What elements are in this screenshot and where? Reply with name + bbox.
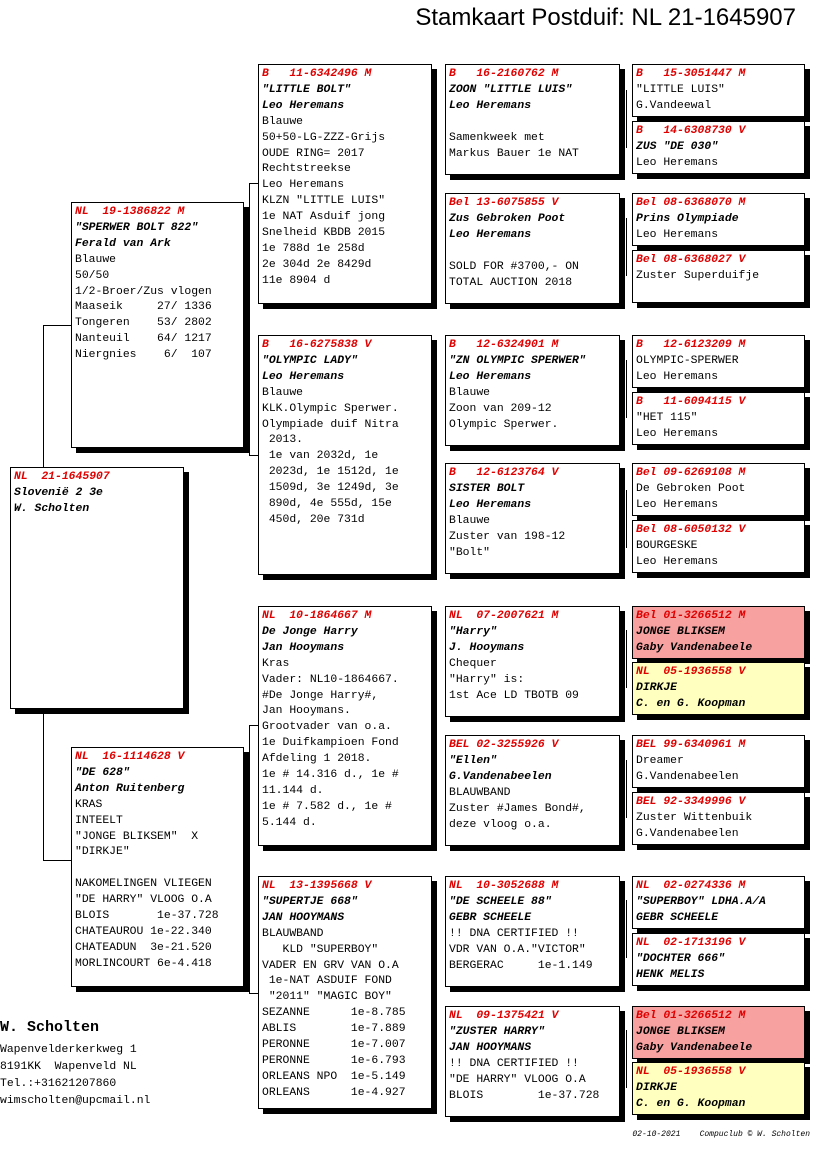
card-line: 1e # 14.316 d., 1e # [262, 769, 399, 782]
connector [626, 1030, 627, 1088]
connector [626, 90, 627, 148]
pedigree-card-g4 [632, 250, 805, 303]
card-line: Gaby Vandenabeele [636, 1041, 753, 1054]
card-line: 890d, 4e 555d, 15e [262, 498, 392, 511]
card-line: Anton Ruitenberg [75, 782, 185, 795]
card-line: OLYMPIC-SPERWER [636, 354, 739, 367]
ring-number: B 15-3051447 M [636, 68, 746, 80]
card-line: KRAS [75, 798, 103, 811]
connector [43, 710, 44, 860]
card-line: Tongeren 53/ 2802 [75, 317, 212, 330]
card-line: Olympiade duif Nitra [262, 418, 399, 431]
card-line: Leo Heremans [449, 99, 532, 112]
card-line: G.Vandenabeelen [449, 770, 552, 783]
connector [626, 218, 627, 276]
card-line: "SUPERBOY" LDHA.A/A [636, 895, 766, 908]
card-line: "JONGE BLIKSEM" X [75, 830, 199, 843]
card-line: 1st Ace LD TBOTB 09 [449, 689, 579, 702]
card-line [75, 861, 240, 877]
ring-number: Bel 01-3266512 M [636, 610, 746, 622]
card-line [449, 244, 616, 260]
card-line: "Bolt" [449, 546, 491, 559]
card-line: BLOIS 1e-37.728 [75, 910, 219, 923]
card-line: OUDE RING= 2017 [262, 147, 365, 160]
card-line: 1e 788d 1e 258d [262, 242, 365, 255]
pedigree-card-g8 [632, 520, 805, 573]
card-line: Zuster Wittenbuik [636, 811, 753, 824]
card-line: Slovenië 2 3e [14, 486, 103, 499]
card-line: "LITTLE BOLT" [262, 83, 351, 96]
pedigree-card-g11 [632, 735, 805, 788]
card-line: W. Scholten [14, 502, 90, 515]
owner-block [0, 1018, 150, 1110]
pedigree-card-g10 [632, 662, 805, 715]
card-line: 11.144 d. [262, 784, 324, 797]
card-line: SISTER BOLT [449, 482, 525, 495]
card-line: DIRKJE [636, 681, 678, 694]
card-line: Leo Heremans [636, 228, 719, 241]
ring-number: NL 09-1375421 V [449, 1010, 559, 1022]
card-line: VADER EN GRV VAN O.A [262, 959, 399, 972]
card-line: "DE HARRY" VLOOG O.A [449, 1073, 586, 1086]
ring-number: B 11-6094115 V [636, 396, 746, 408]
owner-phone: Tel.:+31621207860 [0, 1078, 117, 1090]
card-line: 1e NAT Asduif jong [262, 211, 386, 224]
connector [249, 455, 258, 456]
card-line: 2023d, 1e 1512d, 1e [262, 466, 399, 479]
connector [249, 183, 258, 184]
pedigree-card-ddd [445, 1006, 620, 1117]
card-line: Leo Heremans [449, 370, 532, 383]
connector [436, 933, 437, 1058]
ring-number: BEL 99-6340961 M [636, 739, 746, 751]
card-line: Olympic Sperwer. [449, 418, 559, 431]
card-line: 2013. [262, 434, 304, 447]
card-line: "Harry" is: [449, 673, 525, 686]
card-line: BERGERAC 1e-1.149 [449, 959, 593, 972]
card-line: BOURGESKE [636, 539, 698, 552]
card-line: "ZN OLYMPIC SPERWER" [449, 354, 586, 367]
ring-number: NL 05-1936558 V [636, 1066, 746, 1078]
pedigree-card-dss [445, 606, 620, 717]
connector [249, 725, 258, 726]
card-line: Markus Bauer 1e NAT [449, 147, 579, 160]
card-line: Rechtstreekse [262, 163, 351, 176]
connector [626, 360, 627, 418]
card-line: "DE SCHEELE 88" [449, 895, 552, 908]
owner-address-line-2: 8191KK Wapenveld NL [0, 1061, 137, 1073]
pedigree-card-sds [445, 335, 620, 446]
card-line: 450d, 20e 731d [262, 513, 365, 526]
ring-number: NL 07-2007621 M [449, 610, 559, 622]
ring-number: B 12-6123764 V [449, 467, 559, 479]
card-line: Jan Hooymans [262, 641, 345, 654]
connector [626, 630, 627, 688]
ring-number: Bel 08-6368070 M [636, 197, 746, 209]
connector [436, 393, 437, 518]
ring-number: B 12-6324901 M [449, 339, 559, 351]
card-line: Blauwe [262, 115, 304, 128]
pedigree-card-g13 [632, 876, 805, 929]
card-line: BLAUWBAND [449, 786, 511, 799]
card-line: Leo Heremans [636, 156, 719, 169]
card-line: "DIRKJE" [75, 846, 130, 859]
pedigree-card-sss [445, 64, 620, 175]
card-line: PERONNE 1e-7.007 [262, 1039, 406, 1052]
card-line: 1e # 7.582 d., 1e # [262, 800, 392, 813]
ring-number: NL 21-1645907 [14, 471, 110, 483]
ring-number: NL 10-3052688 M [449, 880, 559, 892]
card-line: J. Hooymans [449, 641, 525, 654]
card-line: 2e 304d 2e 8429d [262, 258, 372, 271]
pedigree-card-dd [258, 876, 432, 1109]
pedigree-card-ds [258, 606, 432, 846]
card-line: "ZUSTER HARRY" [449, 1025, 545, 1038]
pedigree-card-g15 [632, 1006, 805, 1059]
card-line: "SUPERTJE 668" [262, 895, 358, 908]
ring-number: NL 16-1114628 V [75, 751, 185, 763]
pedigree-card-g3 [632, 193, 805, 246]
card-line: "DE HARRY" VLOOG O.A [75, 894, 212, 907]
connector [249, 725, 250, 993]
pedigree-card-dds [445, 876, 620, 987]
card-line: Afdeling 1 2018. [262, 753, 372, 766]
card-line: "DE 628" [75, 766, 130, 779]
card-line: 1e Duifkampioen Fond [262, 737, 399, 750]
connector [626, 760, 627, 818]
connector [249, 183, 250, 455]
card-line: De Jonge Harry [262, 625, 358, 638]
card-line: ORLEANS NPO 1e-5.149 [262, 1070, 406, 1083]
card-line: ABLIS 1e-7.889 [262, 1023, 406, 1036]
connector [43, 325, 71, 326]
connector [43, 325, 44, 467]
ring-number: Bel 08-6050132 V [636, 524, 746, 536]
card-line: JAN HOOYMANS [449, 1041, 532, 1054]
card-line: 1/2-Broer/Zus vlogen [75, 285, 212, 298]
pedigree-card-dam [71, 747, 244, 987]
pedigree-card-g6 [632, 392, 805, 445]
card-line: MORLINCOURT 6e-4.418 [75, 957, 212, 970]
card-line: G.Vandenabeelen [636, 827, 739, 840]
card-line: GEBR SCHEELE [449, 911, 532, 924]
card-line: 1e-NAT ASDUIF FOND [262, 975, 392, 988]
card-line: Blauwe [262, 386, 304, 399]
card-line: Zuster Superduifje [636, 269, 760, 282]
pedigree-card-self [10, 467, 184, 709]
card-line: 5.144 d. [262, 816, 317, 829]
pedigree-card-ss [258, 64, 432, 304]
card-line: "OLYMPIC LADY" [262, 354, 358, 367]
card-line: Nanteuil 64/ 1217 [75, 333, 212, 346]
ring-number: Bel 13-6075855 V [449, 197, 559, 209]
pedigree-card-dsd [445, 735, 620, 846]
card-line: "Harry" [449, 625, 497, 638]
card-line: Zus Gebroken Poot [449, 212, 566, 225]
ring-number: BEL 02-3255926 V [449, 739, 559, 751]
card-line: Leo Heremans [636, 427, 719, 440]
card-line: JAN HOOYMANS [262, 911, 345, 924]
card-line: "DOCHTER 666" [636, 952, 725, 965]
owner-email: wimscholten@upcmail.nl [0, 1095, 151, 1107]
card-line: Zuster #James Bond#, [449, 802, 586, 815]
card-line: ZUS "DE 030" [636, 140, 719, 153]
card-line: #De Jonge Harry#, [262, 689, 379, 702]
card-line: BLOIS 1e-37.728 [449, 1089, 600, 1102]
pedigree-card-sdd [445, 463, 620, 574]
card-line: JONGE BLIKSEM [636, 1025, 725, 1038]
card-line: Gaby Vandenabeele [636, 641, 753, 654]
pedigree-card-g1 [632, 64, 805, 117]
card-line: Leo Heremans [262, 99, 345, 112]
ring-number: NL 19-1386822 M [75, 206, 185, 218]
card-line: Zuster van 198-12 [449, 530, 566, 543]
card-line: 1e van 2032d, 1e [262, 450, 379, 463]
card-line: NAKOMELINGEN VLIEGEN [75, 878, 212, 891]
card-line: Prins Olympiade [636, 212, 739, 225]
owner-address-line-1: Wapenvelderkerkweg 1 [0, 1044, 137, 1056]
card-line: Leo Heremans [449, 498, 532, 511]
connector [43, 860, 71, 861]
ring-number: NL 02-1713196 V [636, 937, 746, 949]
connector [626, 490, 627, 548]
pedigree-card-g5 [632, 335, 805, 388]
card-line: JONGE BLIKSEM [636, 625, 725, 638]
pedigree-card-g12 [632, 792, 805, 845]
card-line: Niergnies 6/ 107 [75, 349, 212, 362]
pedigree-card-g9 [632, 606, 805, 659]
card-line [449, 115, 616, 131]
card-line: De Gebroken Poot [636, 482, 746, 495]
pedigree-card-g16 [632, 1062, 805, 1115]
card-line: CHATEAUROU 1e-22.340 [75, 925, 212, 938]
ring-number: Bel 09-6269108 M [636, 467, 746, 479]
owner-name: W. Scholten [0, 1019, 100, 1036]
card-line: INTEELT [75, 814, 123, 827]
card-line: G.Vandenabeelen [636, 770, 739, 783]
card-line: Leo Heremans [636, 370, 719, 383]
card-line: ZOON "LITTLE LUIS" [449, 83, 573, 96]
card-line: 1509d, 3e 1249d, 3e [262, 482, 399, 495]
card-line: "2011" "MAGIC BOY" [262, 991, 392, 1004]
pedigree-card-g7 [632, 463, 805, 516]
card-line: "SPERWER BOLT 822" [75, 221, 199, 234]
card-line: SEZANNE 1e-8.785 [262, 1007, 406, 1020]
footer-credit: 02-10-2021 Compuclub © W. Scholten [632, 1130, 810, 1139]
card-line: Dreamer [636, 754, 684, 767]
card-line: Ferald van Ark [75, 237, 171, 250]
connector [626, 900, 627, 958]
card-line: KLK.Olympic Sperwer. [262, 402, 399, 415]
card-line: VDR VAN O.A."VICTOR" [449, 943, 586, 956]
card-line: Leo Heremans [449, 228, 532, 241]
card-line: "Ellen" [449, 754, 497, 767]
connector [436, 120, 437, 245]
card-line: !! DNA CERTIFIED !! [449, 927, 579, 940]
card-line: PERONNE 1e-6.793 [262, 1054, 406, 1067]
ring-number: B 16-2160762 M [449, 68, 559, 80]
connector [436, 663, 437, 788]
card-line: Leo Heremans [262, 370, 345, 383]
card-line: Kras [262, 657, 290, 670]
card-line: Grootvader van o.a. [262, 721, 392, 734]
ring-number: Bel 08-6368027 V [636, 254, 746, 266]
ring-number: B 11-6342496 M [262, 68, 372, 80]
card-line: SOLD FOR #3700,- ON [449, 260, 579, 273]
card-line: deze vloog o.a. [449, 818, 552, 831]
ring-number: B 12-6123209 M [636, 339, 746, 351]
card-line: Blauwe [449, 386, 491, 399]
card-line: Leo Heremans [636, 555, 719, 568]
card-line: CHATEADUN 3e-21.520 [75, 941, 212, 954]
card-line: Leo Heremans [262, 179, 345, 192]
ring-number: B 16-6275838 V [262, 339, 372, 351]
ring-number: NL 10-1864667 M [262, 610, 372, 622]
pedigree-card-sd [258, 335, 432, 575]
card-line: Leo Heremans [636, 498, 719, 511]
card-line: C. en G. Koopman [636, 697, 746, 710]
card-line: Vader: NL10-1864667. [262, 673, 399, 686]
connector [249, 993, 258, 994]
ring-number: NL 02-0274336 M [636, 880, 746, 892]
ring-number: BEL 92-3349996 V [636, 796, 746, 808]
card-line: GEBR SCHEELE [636, 911, 719, 924]
ring-number: NL 05-1936558 V [636, 666, 746, 678]
card-line: C. en G. Koopman [636, 1097, 746, 1110]
card-line: KLD "SUPERBOY" [262, 943, 379, 956]
card-line: DIRKJE [636, 1081, 678, 1094]
pedigree-card-g2 [632, 121, 805, 174]
card-line: Zoon van 209-12 [449, 402, 552, 415]
card-line: Blauwe [449, 514, 491, 527]
card-line: 11e 8904 d [262, 274, 331, 287]
card-line: Maaseik 27/ 1336 [75, 301, 212, 314]
pedigree-card-ssd [445, 193, 620, 304]
card-line: Chequer [449, 657, 497, 670]
card-line: BLAUWBAND [262, 927, 324, 940]
card-line: KLZN "LITTLE LUIS" [262, 195, 386, 208]
card-line: HENK MELIS [636, 968, 705, 981]
card-line: "LITTLE LUIS" [636, 83, 725, 96]
card-line: !! DNA CERTIFIED !! [449, 1057, 579, 1070]
pedigree-card-g14 [632, 933, 805, 986]
card-line: Snelheid KBDB 2015 [262, 227, 386, 240]
card-line: TOTAL AUCTION 2018 [449, 276, 573, 289]
ring-number: B 14-6308730 V [636, 125, 746, 137]
card-line: 50/50 [75, 269, 110, 282]
card-line: Blauwe [75, 253, 117, 266]
ring-number: NL 13-1395668 V [262, 880, 372, 892]
pedigree-card-sire [71, 202, 244, 448]
page-title: Stamkaart Postduif: NL 21-1645907 [415, 4, 796, 31]
card-line: "HET 115" [636, 411, 698, 424]
ring-number: Bel 01-3266512 M [636, 1010, 746, 1022]
card-line: G.Vandeewal [636, 99, 712, 112]
card-line: Samenkweek met [449, 131, 545, 144]
card-line: Jan Hooymans. [262, 705, 351, 718]
card-line: 50+50-LG-ZZZ-Grijs [262, 131, 386, 144]
card-line: ORLEANS 1e-4.927 [262, 1086, 406, 1099]
